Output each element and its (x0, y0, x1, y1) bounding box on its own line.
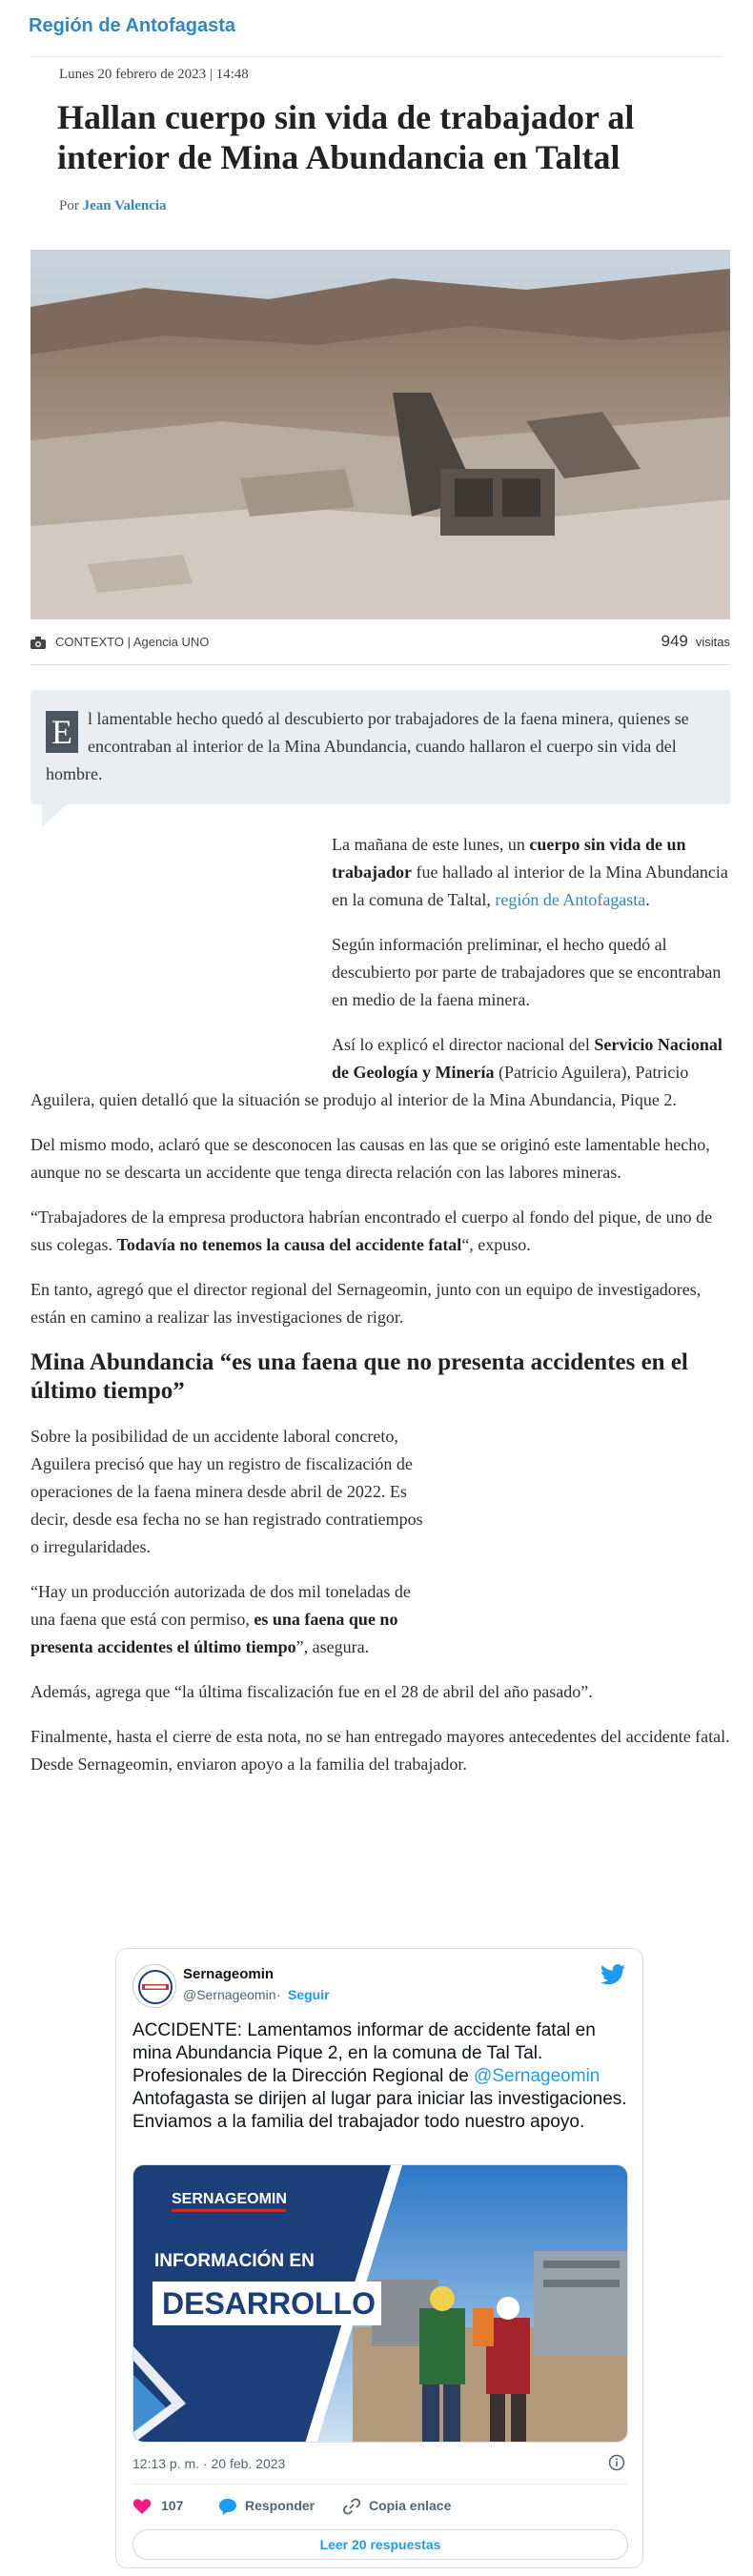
byline-prefix: Por (59, 198, 79, 213)
text-run: La mañana de este lunes, un (332, 835, 530, 854)
text-run: (Patricio Aguilera), Patricio Aguilera, quien detalló que la situación se produjo al interior de la Mina Abundancia, Pique 2. (31, 1063, 689, 1109)
article-body (31, 831, 732, 1795)
paragraph-6: En tanto, agregó que el director regional del Sernageomin, junto con un equipo de investigadores, están en camino a realizar las investigaciones de rigor. (31, 1280, 702, 1327)
reply-icon[interactable] (218, 2498, 237, 2515)
tweet-timestamp[interactable]: 12:13 p. m. · 20 feb. 2023 (132, 2456, 286, 2471)
drop-cap: E (46, 711, 78, 753)
text-run: fue hallado al interior de la Mina Abundancia en la comuna de Taltal, (332, 862, 728, 909)
subheading: Mina Abundancia “es una faena que no presenta accidentes en el último tiempo” (31, 1349, 688, 1404)
photo-caption-row (31, 627, 730, 665)
media-development-line: DESARROLLO (162, 2286, 376, 2321)
bold-run: es una faena que no presenta accidentes el último tiempo (31, 1610, 398, 1656)
tweet-text-run: Antofagasta se dirijen al lugar para iniciar las investigaciones. Enviamos a la familia del trabajador todo nuestro apoyo. (132, 2089, 627, 2132)
tweet-author-name[interactable]: Sernageomin (183, 1966, 275, 1982)
paragraph-10: Finalmente, hasta el cierre de esta nota, no se han entregado mayores antecedentes del accidente fatal. Desde Sernageomin, enviaron apoyo a la familia del trabajador. (31, 1727, 730, 1774)
read-replies-button[interactable]: Leer 20 respuestas (132, 2529, 628, 2560)
media-brand-label: SERNAGEOMIN (172, 2191, 287, 2207)
lead-text: l lamentable hecho quedó al descubierto por trabajadores de la faena minera, quienes se encontraban al interior de la Mina Abundancia, cuando hallaron el cuerpo sin vida del hombre. (46, 709, 689, 783)
copy-link-button[interactable]: Copia enlace (369, 2498, 452, 2513)
tweet-text-run: ACCIDENTE: Lamentamos informar de accidente fatal en mina Abundancia Pique 2, en la comuna de Tal Tal. Profesionales de la Dirección Regional de (132, 2020, 596, 2086)
section-link[interactable]: Región de Antofagasta (29, 15, 236, 36)
paragraph-5 (31, 1204, 732, 1259)
heart-icon[interactable] (132, 2498, 152, 2515)
ad-placeholder (31, 831, 332, 1065)
embedded-tweet[interactable] (115, 1948, 643, 2568)
tweet-actions (132, 2496, 628, 2519)
author-link[interactable]: Jean Valencia (82, 198, 167, 213)
lead-box (31, 690, 730, 804)
media-info-line: INFORMACIÓN EN (154, 2251, 315, 2271)
tweet-separator: · (276, 1987, 281, 2002)
article-date: Lunes 20 febrero de 2023 | 14:48 (59, 67, 249, 82)
text-run: . (645, 890, 650, 909)
camera-icon (31, 637, 46, 649)
paragraph-9: Además, agrega que “la última fiscalización fue en el 28 de abril del año pasado”. (31, 1682, 593, 1701)
link-icon[interactable] (342, 2498, 361, 2515)
text-run: “Trabajadores de la empresa productora habrían encontrado el cuerpo al fondo del pique, de uno de sus colegas. (31, 1207, 713, 1254)
follow-button[interactable]: Seguir (288, 1987, 330, 2002)
text-run: ”, asegura. (295, 1637, 370, 1656)
tweet-handle[interactable]: @Sernageomin (183, 1987, 276, 2002)
text-run: Así lo explicó el director nacional del (332, 1035, 595, 1054)
tweet-mention[interactable]: @Sernageomin (474, 2066, 600, 2086)
bold-run: cuerpo sin vida de un trabajador (332, 835, 686, 882)
bold-run: Todavía no tenemos la causa del accidente fatal (116, 1235, 462, 1254)
reply-button[interactable]: Responder (245, 2498, 315, 2513)
twitter-bird-icon[interactable] (600, 1964, 625, 1985)
lead-box-tail (42, 804, 67, 827)
tweet-media[interactable] (132, 2164, 628, 2443)
paragraph-4: Del mismo modo, aclaró que se desconocen las causas en las que se originó este lamentable hecho, aunque no se descarta un accidente que tenga directa relación con las labores mineras. (31, 1135, 710, 1182)
photo-caption: CONTEXTO | Agencia UNO (55, 635, 210, 649)
region-link[interactable]: región de Antofagasta (495, 890, 646, 909)
views-label: visitas (695, 635, 730, 649)
article-title: Hallan cuerpo sin vida de trabajador al interior de Mina Abundancia en Taltal (57, 98, 635, 176)
paragraph-7: Sobre la posibilidad de un accidente laboral concreto, Aguilera precisó que hay un registro de fiscalización de operaciones de la faena minera desde abril de 2022. Es decir, desde esa fecha no se han registrado contratiempos o irregularidades. (31, 1427, 423, 1556)
views-counter (661, 632, 731, 651)
tweet-text (132, 2019, 628, 2134)
hero-photo (31, 250, 730, 619)
paragraph-8 (31, 1578, 431, 1661)
text-run: “Hay un producción autorizada de dos mil toneladas de una faena que está con permiso, (31, 1582, 411, 1629)
views-count: 949 (661, 632, 688, 650)
tweet-avatar[interactable] (132, 1964, 176, 2008)
bold-run: Servicio Nacional de Geología y Minería (332, 1035, 722, 1082)
like-count[interactable]: 107 (161, 2498, 184, 2513)
tweet-divider (132, 2484, 628, 2485)
paragraph-2: Según información preliminar, el hecho quedó al descubierto por parte de trabajadores que se encontraban en medio de la faena minera. (332, 935, 722, 1009)
info-icon[interactable] (608, 2454, 625, 2471)
text-run: “, expuso. (461, 1235, 531, 1254)
byline (59, 198, 167, 214)
